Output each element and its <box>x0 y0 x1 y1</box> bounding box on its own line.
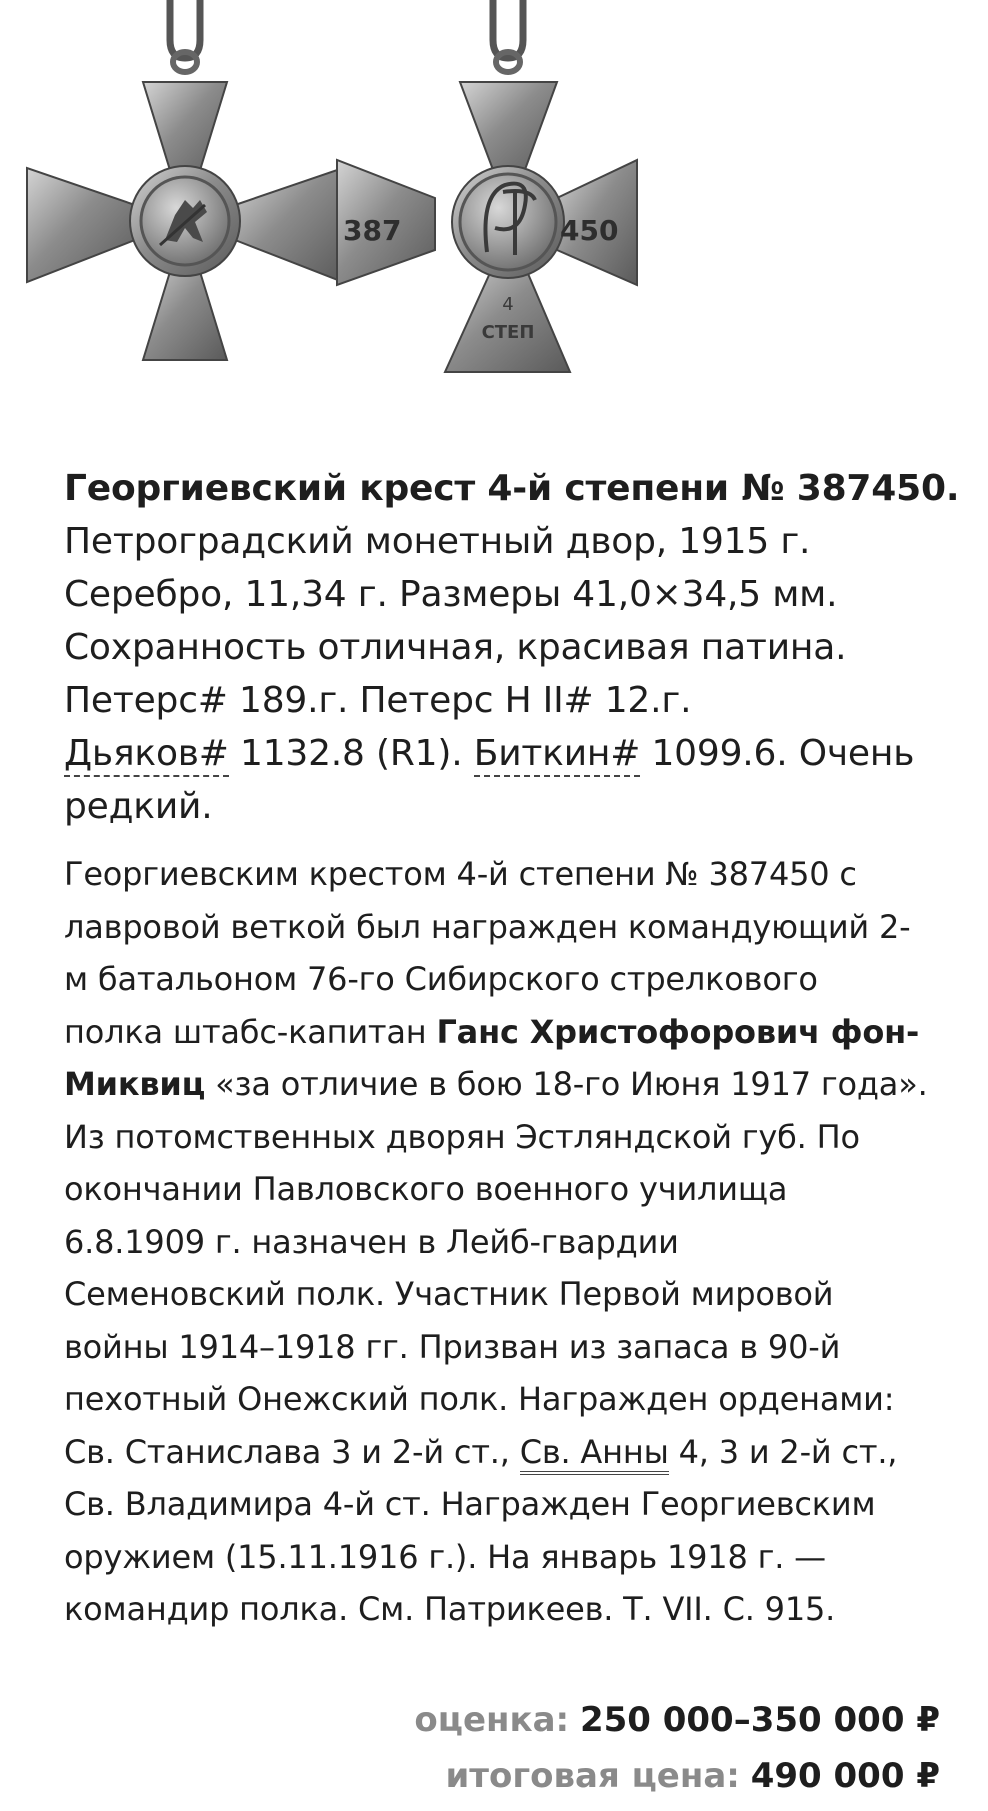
medal-photos <box>25 0 645 390</box>
dyakov-ref-link[interactable]: Дьяков# <box>64 733 229 777</box>
lot-catalog-refs <box>64 727 964 780</box>
svg-text:4: 4 <box>502 294 514 315</box>
estimate-row <box>414 1692 940 1748</box>
lot-description <box>64 848 954 1636</box>
lot-peters-ref: Петерс# 189.г. Петерс Н II# 12.г. <box>64 680 692 721</box>
description-line: м батальоном 76-го Сибирского стрелкового <box>64 960 818 998</box>
description-line: командир полка. См. Патрикеев. Т. VII. С. 915. <box>64 1590 836 1628</box>
dyakov-ref-value: 1132.8 (R1). <box>228 733 474 774</box>
st-anna-link[interactable]: Св. Анны <box>520 1433 669 1475</box>
description-line: лавровой веткой был награжден командующий 2- <box>64 907 911 946</box>
description-line: войны 1914–1918 гг. Призван из запаса в 90-й <box>64 1327 841 1366</box>
description-line: Св. Владимира 4-й ст. Награжден Георгиевским <box>64 1485 876 1523</box>
description-line <box>64 1006 954 1059</box>
lot-title: Георгиевский крест 4-й степени № 387450. <box>64 468 960 509</box>
estimate-label: оценка: <box>414 1700 570 1740</box>
lot-metal: Серебро, 11,34 г. Размеры 41,0×34,5 мм. <box>64 574 838 615</box>
medal-images <box>25 0 645 390</box>
description-line: 6.8.1909 г. назначен в Лейб-гвардии <box>64 1222 679 1261</box>
lot-condition: Сохранность отличная, красивая патина. <box>64 627 847 668</box>
description-text: полка штабс-капитан <box>64 1012 437 1051</box>
svg-text:СТЕП: СТЕП <box>481 322 535 343</box>
description-text: Св. Станислава 3 и 2-й ст., <box>64 1432 520 1471</box>
description-line: окончании Павловского военного училища <box>64 1170 788 1208</box>
description-line: Георгиевским крестом 4-й степени № 387450 с <box>64 855 857 893</box>
description-line <box>64 1426 954 1479</box>
description-line: оружием (15.11.1916 г.). На январь 1918 г. — <box>64 1537 826 1576</box>
description-text: «за отличие в бою 18-го Июня 1917 года». <box>205 1065 928 1103</box>
final-price-value: 490 000 ₽ <box>750 1756 940 1796</box>
final-price-label: итоговая цена: <box>445 1756 740 1796</box>
lot-mint: Петроградский монетный двор, 1915 г. <box>64 521 811 562</box>
description-line: Семеновский полк. Участник Первой мировой <box>64 1275 834 1313</box>
svg-text:450: 450 <box>560 214 619 247</box>
description-text: 4, 3 и 2-й ст., <box>668 1432 898 1471</box>
recipient-surname: Миквиц <box>64 1065 206 1103</box>
description-line: пехотный Онежский полк. Награжден орденами: <box>64 1380 895 1418</box>
description-line: Из потомственных дворян Эстляндской губ. По <box>64 1117 860 1156</box>
description-line <box>64 1058 954 1111</box>
lot-rarity: редкий. <box>64 786 213 827</box>
medal-reverse-icon <box>337 0 637 372</box>
bitkin-ref-value: 1099.6. Очень <box>640 733 915 774</box>
svg-text:387: 387 <box>343 214 402 247</box>
final-price-row <box>414 1748 940 1804</box>
lot-summary <box>64 462 964 833</box>
medal-obverse-icon <box>27 0 343 360</box>
recipient-name: Ганс Христофорович фон- <box>436 1012 920 1051</box>
lot-prices <box>414 1692 940 1804</box>
estimate-value: 250 000–350 000 ₽ <box>579 1700 940 1740</box>
bitkin-ref-link[interactable]: Биткин# <box>474 733 641 777</box>
